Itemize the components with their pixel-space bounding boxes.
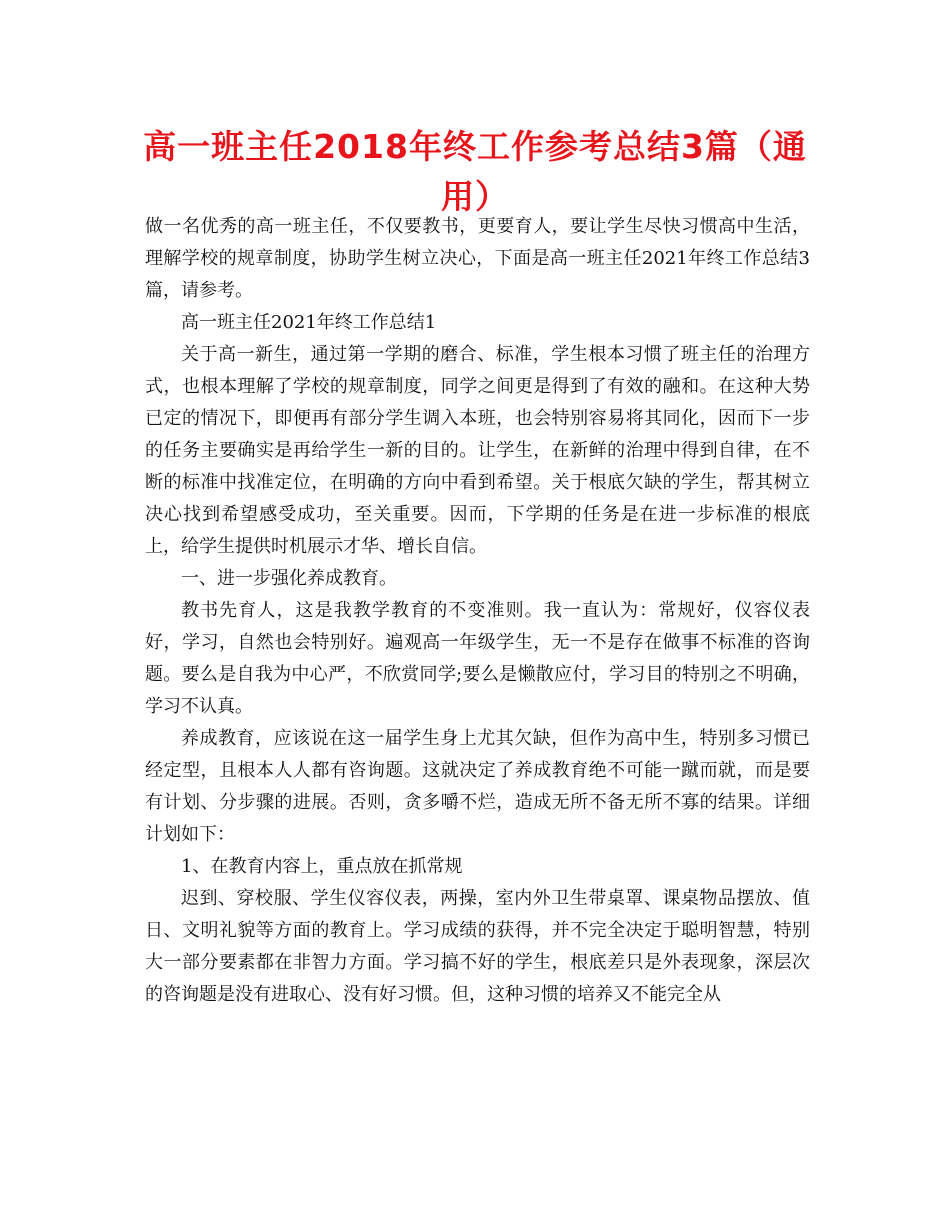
intro-paragraph: 做一名优秀的高一班主任，不仅要教书，更要育人，要让学生尽快习惯高中生活，理解学校的规章制度，协助学生树立决心，下面是高一班主任2021年终工作总结3篇，请参考。: [145, 216, 810, 301]
body-paragraph: 教书先育人，这是我教学教育的不变准则。我一直认为：常规好，仪容仪表好，学习，自然也会特别好。遍观高一年级学生，无一不是存在做事不标准的咨询题。要么是自我为中心严，不欣赏同学;要么是懒散应付，学习目的特别之不明确，学习不认真。: [145, 600, 810, 717]
document-title: 高一班主任2018年终工作参考总结3篇（通用）: [143, 127, 807, 216]
section-heading: 高一班主任2021年终工作总结1: [181, 312, 437, 333]
body-paragraph: 关于高一新生，通过第一学期的磨合、标准，学生根本习惯了班主任的治理方式，也根本理解了学校的规章制度，同学之间更是得到了有效的融和。在这种大势已定的情况下，即便再有部分学生调入本班，也会特别容易将其同化，因而下一步的任务主要确实是再给学生一新的目的。让学生，在新鲜的治理中得到自律，在不断的标准中找准定位，在明确的方向中看到希望。关于根底欠缺的学生，帮其树立决心找到希望感受成功，至关重要。因而，下学期的任务是在进一步标准的根底上，给学生提供时机展示才华、增长自信。: [145, 344, 810, 557]
body-paragraph: 迟到、穿校服、学生仪容仪表，两操，室内外卫生带桌罩、课桌物品摆放、值日、文明礼貌等方面的教育上。学习成绩的获得，并不完全决定于聪明智慧，特别大一部分要素都在非智力方面。学习搞不好的学生，根底差只是外表现象，深层次的咨询题是没有进取心、没有好习惯。但，这种习惯的培养又不能完全从: [145, 888, 810, 1005]
list-item-heading: 1、在教育内容上，重点放在抓常规: [181, 856, 463, 877]
document-body: [145, 211, 810, 1011]
body-paragraph: 养成教育，应该说在这一届学生身上尤其欠缺，但作为高中生，特别多习惯已经定型，且根本人人都有咨询题。这就决定了养成教育绝不可能一蹴而就，而是要有计划、分步骤的进展。否则，贪多嚼不烂，造成无所不备无所不寡的结果。详细计划如下：: [145, 728, 810, 845]
subsection-heading: 一、进一步强化养成教育。: [181, 568, 397, 589]
